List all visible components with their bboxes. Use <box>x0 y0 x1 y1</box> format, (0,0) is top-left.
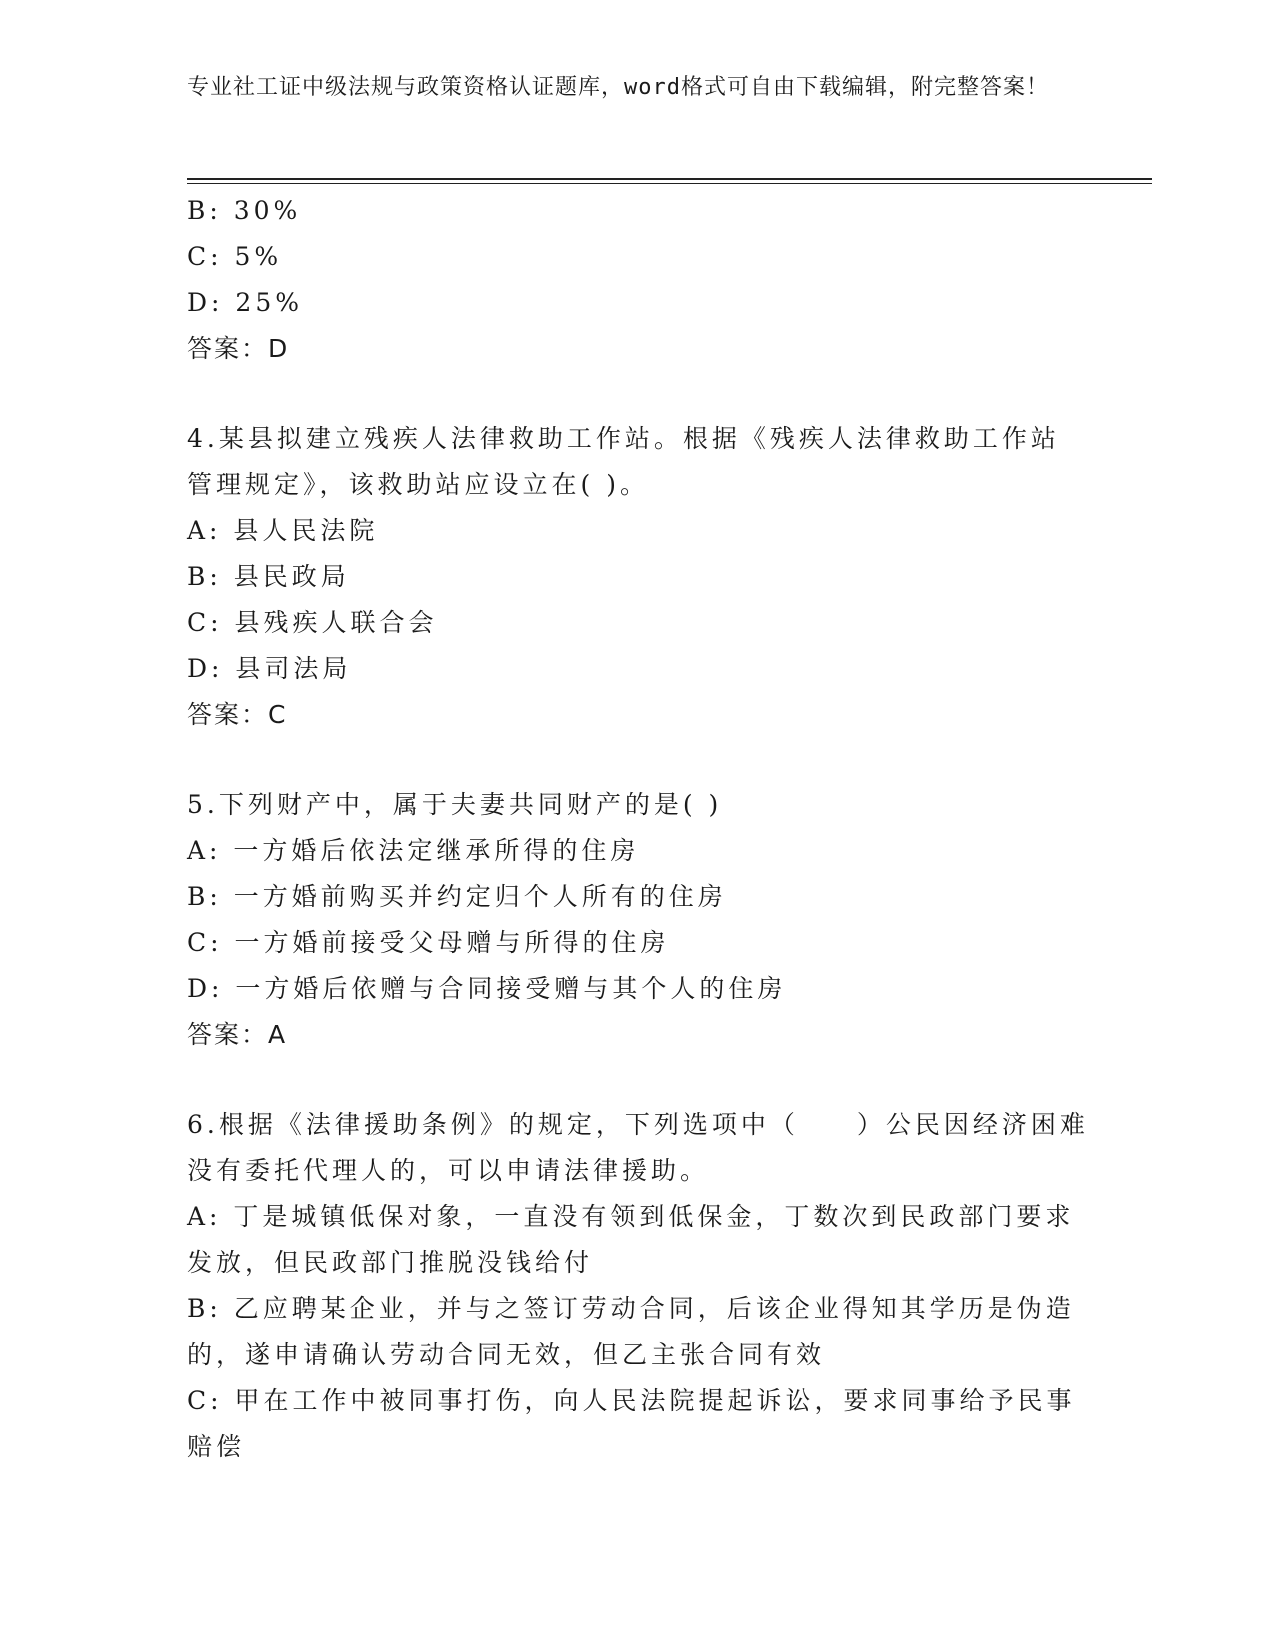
question-stem: 4.某县拟建立残疾人法律救助工作站。根据《残疾人法律救助工作站 <box>187 424 1060 453</box>
answer-text: 答案：C <box>187 700 288 729</box>
question-4 <box>187 416 1087 738</box>
header-divider-thick <box>187 178 1152 180</box>
document-header <box>187 72 1067 104</box>
option-b: B: 一方婚前购买并约定归个人所有的住房 <box>187 882 727 911</box>
question-content <box>187 188 1087 1470</box>
option-d: D: 25% <box>187 288 303 317</box>
question-5 <box>187 782 1087 1058</box>
header-title: 专业社工证中级法规与政策资格认证题库，word格式可自由下载编辑，附完整答案！ <box>187 75 1049 100</box>
question-stem-continued: 没有委托代理人的，可以申请法律援助。 <box>187 1156 710 1185</box>
header-divider-thin <box>187 183 1152 184</box>
option-c: C: 5% <box>187 242 283 271</box>
spacer <box>187 738 1087 782</box>
option-b-continued: 的，遂申请确认劳动合同无效，但乙主张合同有效 <box>187 1340 826 1369</box>
answer-text: 答案：D <box>187 334 290 363</box>
option-a: A: 丁是城镇低保对象，一直没有领到低保金，丁数次到民政部门要求 <box>187 1202 1075 1231</box>
option-c: C: 一方婚前接受父母赠与所得的住房 <box>187 928 670 957</box>
option-b: B: 30% <box>187 196 302 225</box>
option-d: D: 县司法局 <box>187 654 352 683</box>
spacer <box>187 372 1087 416</box>
question-3-continued <box>187 188 1087 372</box>
option-a-continued: 发放，但民政部门推脱没钱给付 <box>187 1248 594 1277</box>
option-c: C: 县残疾人联合会 <box>187 608 438 637</box>
option-b: B: 乙应聘某企业，并与之签订劳动合同，后该企业得知其学历是伪造 <box>187 1294 1075 1323</box>
option-c-continued: 赔偿 <box>187 1432 246 1461</box>
option-b: B: 县民政局 <box>187 562 350 591</box>
question-stem: 5.下列财产中，属于夫妻共同财产的是( ) <box>187 790 723 819</box>
answer-text: 答案：A <box>187 1020 288 1049</box>
option-c: C: 甲在工作中被同事打伤，向人民法院提起诉讼，要求同事给予民事 <box>187 1386 1076 1415</box>
option-a: A: 一方婚后依法定继承所得的住房 <box>187 836 640 865</box>
question-stem: 6.根据《法律援助条例》的规定，下列选项中（ ）公民因经济困难 <box>187 1110 1089 1139</box>
spacer <box>187 1058 1087 1102</box>
option-d: D: 一方婚后依赠与合同接受赠与其个人的住房 <box>187 974 787 1003</box>
question-stem-continued: 管理规定》，该救助站应设立在( )。 <box>187 470 649 499</box>
option-a: A: 县人民法院 <box>187 516 379 545</box>
question-6 <box>187 1102 1087 1470</box>
